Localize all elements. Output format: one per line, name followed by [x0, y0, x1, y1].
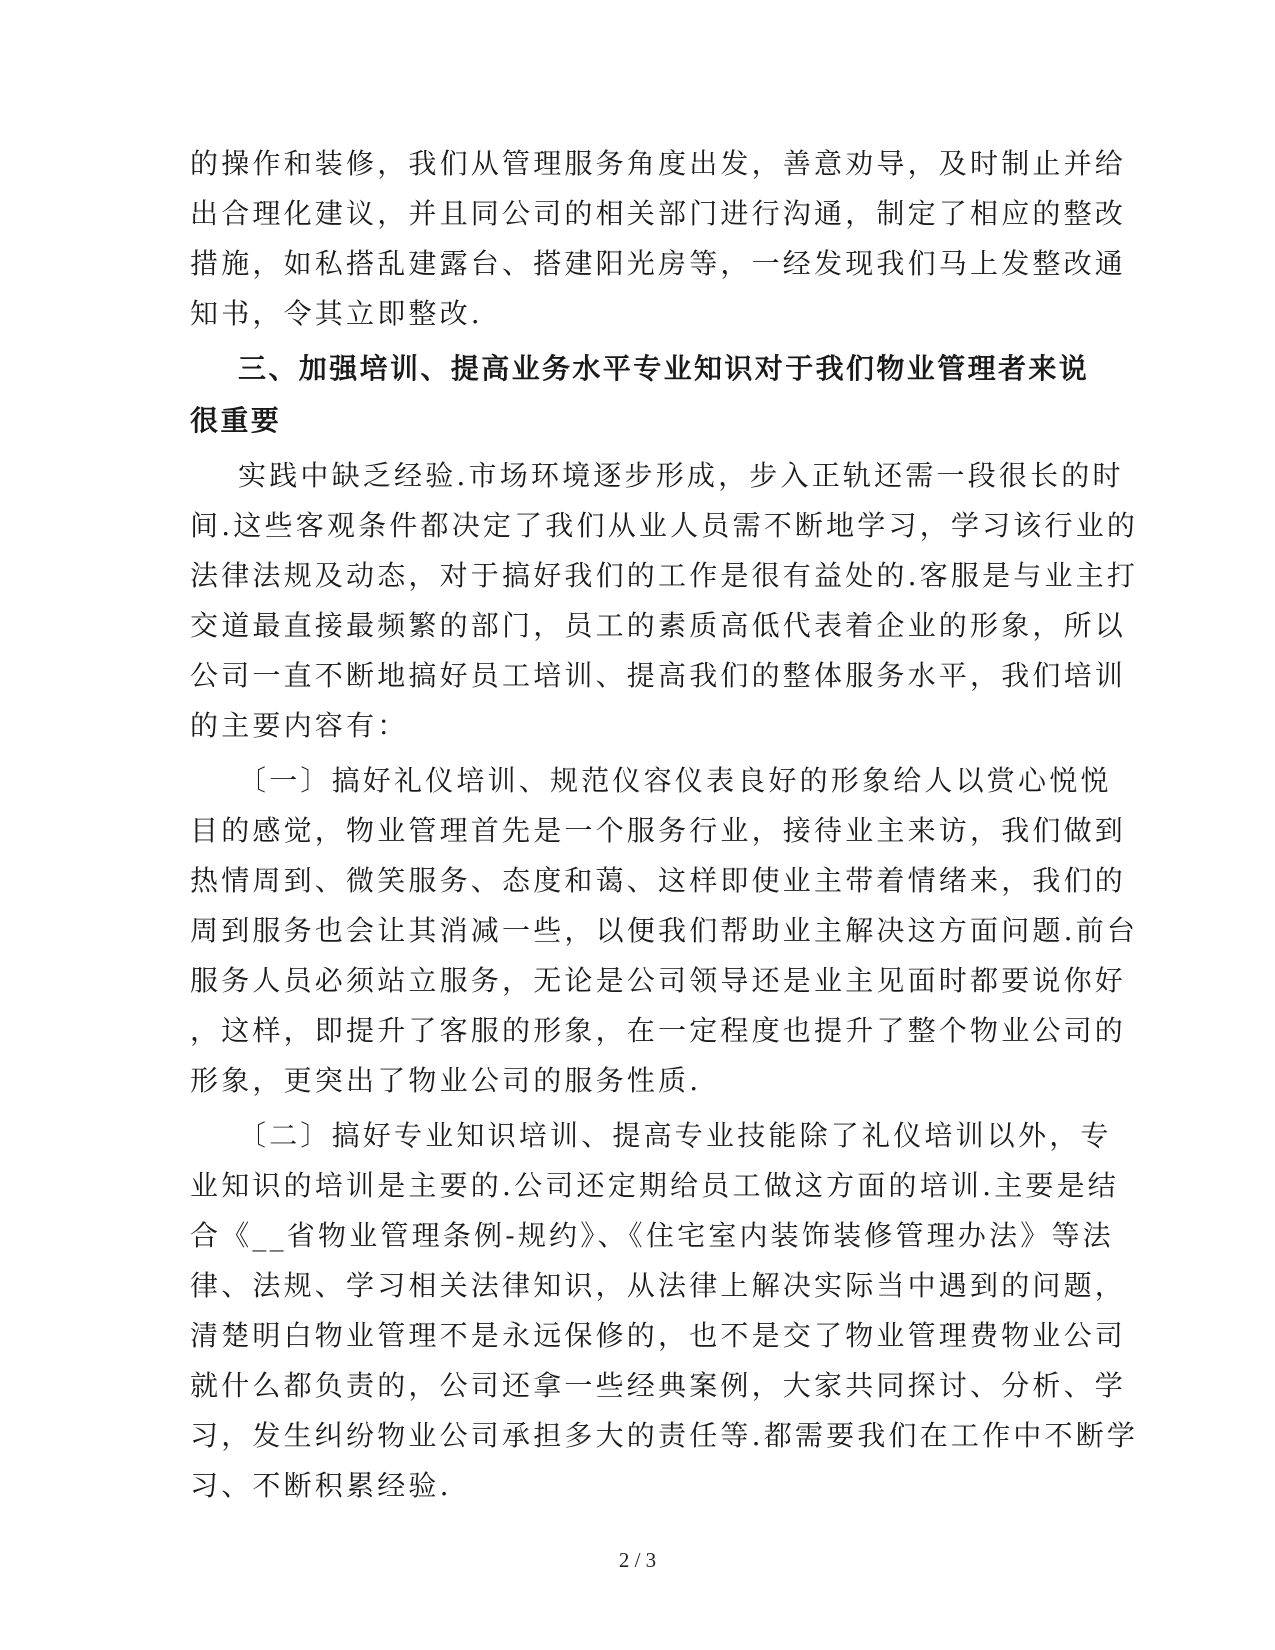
paragraph-line: 形象，更突出了物业公司的服务性质. — [190, 1064, 702, 1097]
paragraph-line: 周到服务也会让其消减一些，以便我们帮助业主解决这方面问题.前台 — [190, 914, 1139, 947]
paragraph-line: 〔二〕搞好专业知识培训、提高专业技能除了礼仪培训以外，专 — [238, 1119, 1112, 1152]
paragraph-line: 习、不断积累经验. — [190, 1469, 452, 1502]
paragraph-line: ，这样，即提升了客服的形象，在一定程度也提升了整个物业公司的 — [190, 1014, 1127, 1047]
paragraph-line: 服务人员必须站立服务，无论是公司领导还是业主见面时都要说你好 — [190, 964, 1127, 997]
paragraph-line: 的主要内容有： — [190, 709, 409, 742]
paragraph-line: 合《__省物业管理条例-规约》、《住宅室内装饰装修管理办法》等法 — [190, 1219, 1114, 1252]
paragraph-line: 〔一〕搞好礼仪培训、规范仪容仪表良好的形象给人以赏心悦悦 — [238, 764, 1112, 797]
paragraph-line: 公司一直不断地搞好员工培训、提高我们的整体服务水平，我们培训 — [190, 659, 1127, 692]
paragraph-line: 实践中缺乏经验.市场环境逐步形成，步入正轨还需一段很长的时 — [238, 459, 1124, 492]
paragraph-line: 就什么都负责的，公司还拿一些经典案例，大家共同探讨、分析、学 — [190, 1369, 1127, 1402]
paragraph-line: 的操作和装修，我们从管理服务角度出发，善意劝导，及时制止并给 — [190, 147, 1127, 180]
page-number: 2 / 3 — [618, 1548, 657, 1572]
paragraph-line: 知书，令其立即整改. — [190, 297, 483, 330]
paragraph-line: 措施，如私搭乱建露台、搭建阳光房等，一经发现我们马上发整改通 — [190, 247, 1127, 280]
section-heading-continued: 很重要 — [190, 404, 282, 437]
paragraph-line: 业知识的培训是主要的.公司还定期给员工做这方面的培训.主要是结 — [190, 1169, 1120, 1202]
paragraph-line: 清楚明白物业管理不是永远保修的，也不是交了物业管理费物业公司 — [190, 1319, 1127, 1352]
paragraph-line: 间.这些客观条件都决定了我们从业人员需不断地学习，学习该行业的 — [190, 509, 1139, 542]
paragraph-line: 出合理化建议，并且同公司的相关部门进行沟通，制定了相应的整改 — [190, 197, 1127, 230]
paragraph-line: 律、法规、学习相关法律知识，从法律上解决实际当中遇到的问题， — [190, 1269, 1127, 1302]
paragraph-line: 目的感觉，物业管理首先是一个服务行业，接待业主来访，我们做到 — [190, 814, 1127, 847]
paragraph-line: 热情周到、微笑服务、态度和蔼、这样即使业主带着情绪来，我们的 — [190, 864, 1127, 897]
paragraph-line: 法律法规及动态，对于搞好我们的工作是很有益处的.客服是与业主打 — [190, 559, 1139, 592]
paragraph-line: 交道最直接最频繁的部门，员工的素质高低代表着企业的形象，所以 — [190, 609, 1127, 642]
section-heading: 三、加强培训、提高业务水平专业知识对于我们物业管理者来说 — [238, 352, 1090, 385]
paragraph-line: 习，发生纠纷物业公司承担多大的责任等.都需要我们在工作中不断学 — [190, 1419, 1139, 1452]
